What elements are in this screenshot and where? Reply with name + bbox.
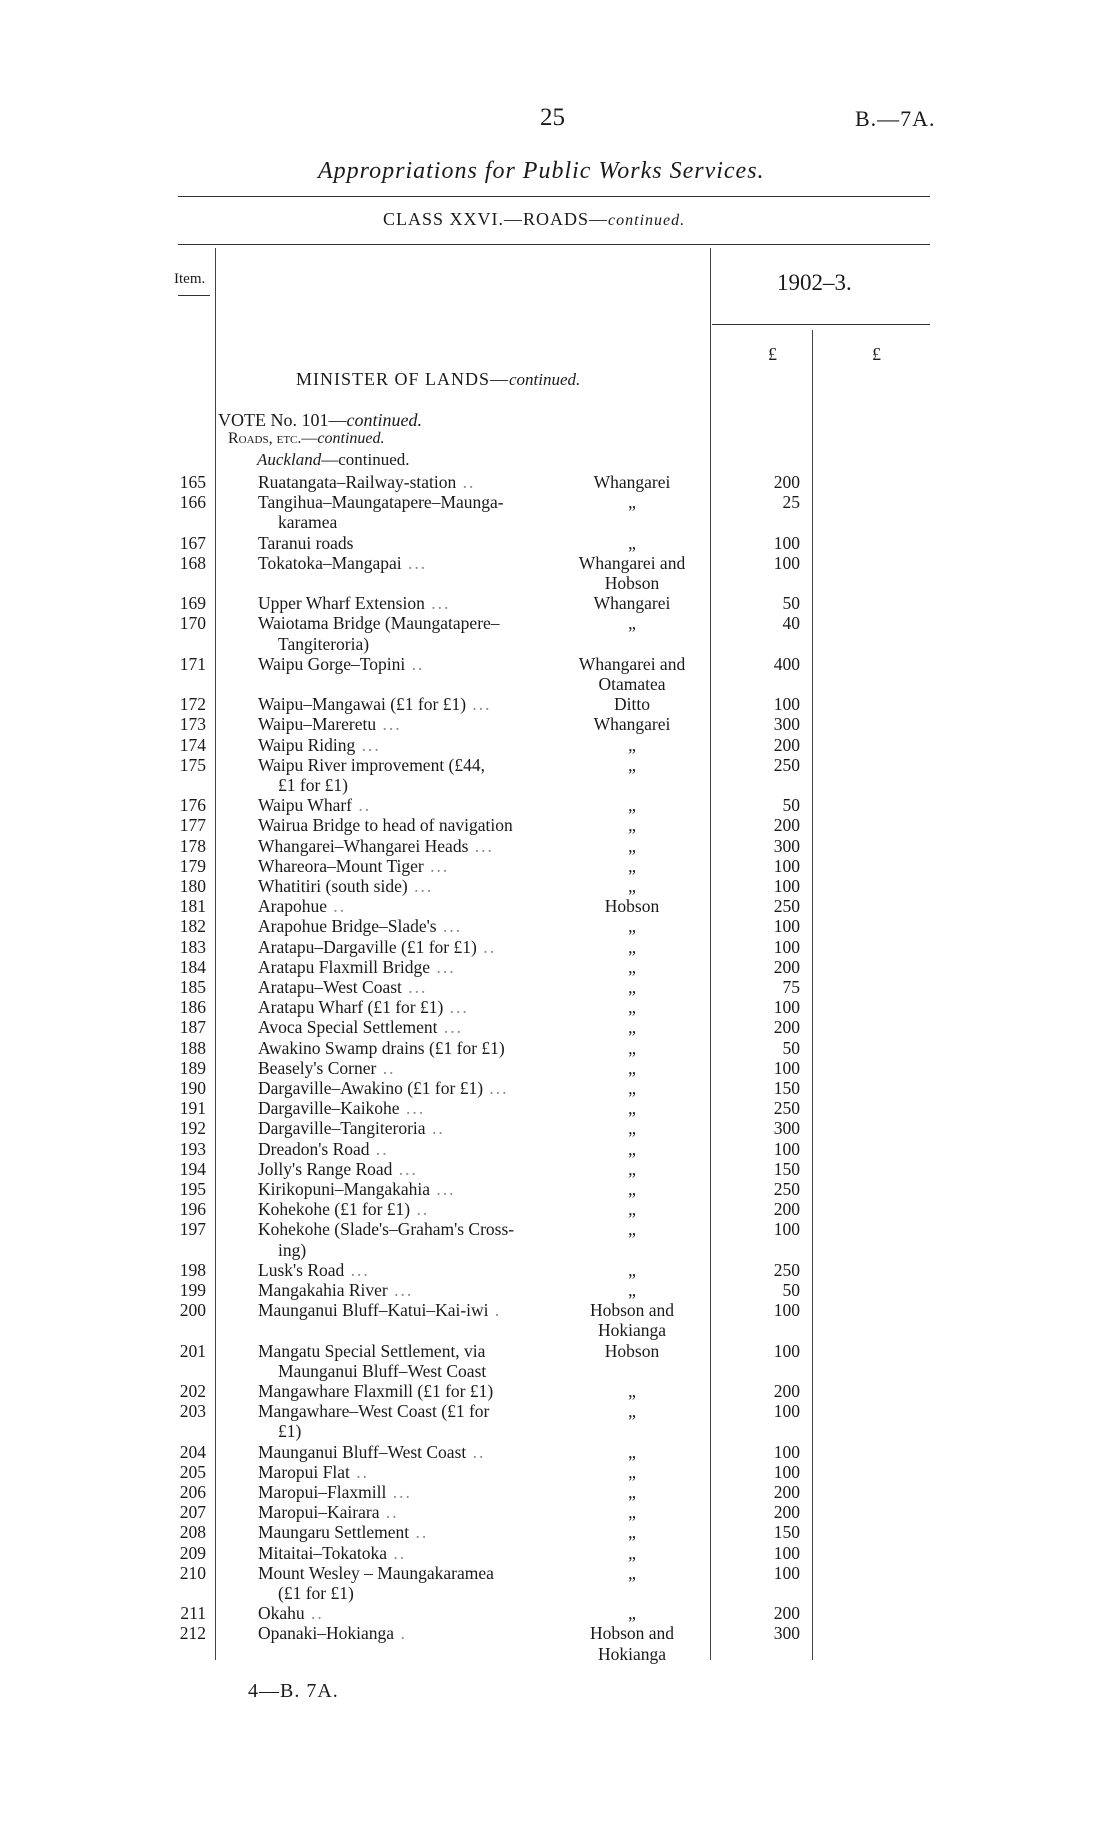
item-description: Mangatu Special Settlement, via (258, 1340, 486, 1361)
item-amount: 100 (773, 694, 800, 715)
item-description: karamea (278, 512, 338, 533)
item-number: 183 (179, 936, 206, 957)
item-district: „ (628, 1381, 636, 1401)
item-number: 184 (179, 956, 206, 977)
item-number: 196 (179, 1199, 206, 1220)
leader-dots: ... (437, 1017, 463, 1038)
item-description: Maropui–Flaxmill ... (258, 1482, 412, 1502)
item-description: Maropui Flat .. (258, 1461, 369, 1482)
item-description: Whatitiri (south side) ... (258, 876, 434, 896)
item-district: „ (628, 1441, 636, 1462)
item-number: 172 (179, 694, 206, 715)
item-description: Tangiteroria) (278, 633, 370, 654)
printer-signature: 4—B. 7A. (248, 1680, 339, 1702)
item-description: Waipu–Mangawai (£1 for £1) ... (258, 694, 492, 715)
item-description: Maropui–Kairara .. (258, 1502, 399, 1523)
minister-heading (296, 369, 580, 390)
vote-text: VOTE No. 101— (218, 410, 347, 430)
item-number: 165 (179, 472, 206, 492)
item-number: 177 (179, 815, 206, 836)
item-description: Aratapu Wharf (£1 for £1) ... (258, 997, 469, 1018)
page-title: Appropriations for Public Works Services. (318, 158, 765, 184)
minister-continued: continued. (509, 370, 581, 389)
item-description: Tangihua–Maungatapere–Maunga- (258, 492, 504, 513)
item-amount: 100 (773, 1057, 800, 1078)
leader-dots: .. (327, 896, 347, 917)
item-number: 210 (179, 1562, 206, 1583)
item-number: 186 (179, 997, 206, 1018)
item-column-divider (215, 248, 216, 1660)
item-number: 205 (179, 1461, 206, 1482)
item-district: „ (628, 1502, 636, 1523)
leader-dots: .. (405, 653, 425, 674)
item-district: „ (628, 1138, 636, 1159)
item-district: Whangarei (593, 472, 671, 492)
item-amount: 50 (782, 1280, 800, 1300)
item-number: 190 (179, 1078, 206, 1098)
district-heading (257, 450, 410, 470)
item-description: Beasely's Corner .. (258, 1057, 396, 1078)
item-description: Arapohue Bridge–Slade's ... (258, 916, 463, 937)
item-district: „ (628, 1017, 636, 1038)
item-description: Dargaville–Kaikohe ... (258, 1098, 426, 1119)
item-description: Dargaville–Awakino (£1 for £1) ... (258, 1078, 509, 1098)
item-description: Aratapu Flaxmill Bridge ... (258, 956, 456, 977)
item-description: Whangarei–Whangarei Heads ... (258, 835, 494, 856)
item-amount: 150 (773, 1522, 800, 1543)
item-district: „ (628, 795, 636, 816)
item-description: Arapohue .. (258, 896, 347, 917)
item-amount: 200 (773, 1199, 800, 1220)
item-column-header: Item. (174, 271, 206, 287)
year-column-header: 1902–3. (777, 270, 852, 295)
item-district: „ (628, 1482, 636, 1502)
district-continued: —continued. (321, 450, 410, 469)
item-description: Avoca Special Settlement ... (258, 1017, 463, 1038)
item-description: Maunganui Bluff–West Coast .. (258, 1441, 486, 1462)
class-title-continued: continued. (608, 212, 686, 229)
item-district: Whangarei and (578, 552, 686, 573)
leader-dots: .. (466, 1441, 486, 1462)
item-description: Waipu River improvement (£44, (258, 754, 486, 775)
item-description: Kirikopuni–Mangakahia ... (258, 1179, 456, 1199)
item-number: 208 (179, 1522, 206, 1543)
item-amount: 100 (773, 936, 800, 957)
item-amount: 50 (782, 795, 800, 816)
item-district: „ (628, 1562, 636, 1583)
district-column-divider (710, 248, 711, 1660)
item-number: 193 (179, 1138, 206, 1159)
item-district: „ (628, 1098, 636, 1119)
item-amount: 250 (773, 1259, 800, 1280)
item-district: „ (628, 492, 636, 513)
item-amount: 50 (782, 1037, 800, 1058)
item-amount: 100 (773, 876, 800, 896)
item-description: £1 for £1) (278, 775, 348, 795)
item-description: Aratapu–Dargaville (£1 for £1) .. (258, 936, 496, 957)
item-number: 212 (179, 1623, 206, 1644)
item-description: £1) (278, 1421, 302, 1442)
item-number: 188 (179, 1037, 206, 1058)
item-district: Hobson (604, 1340, 660, 1361)
item-description: Waiotama Bridge (Maungatapere– (258, 613, 500, 634)
item-district: Whangarei and (578, 653, 686, 674)
item-district: Hobson (604, 573, 660, 593)
amount-column-divider (812, 330, 813, 1660)
item-amount: 200 (773, 1017, 800, 1038)
item-number: 199 (179, 1280, 206, 1300)
item-amount: 300 (773, 1623, 800, 1644)
year-header-rule (712, 324, 930, 325)
item-description: Dreadon's Road .. (258, 1138, 389, 1159)
item-description: Lusk's Road ... (258, 1259, 370, 1280)
item-district: „ (628, 1461, 636, 1482)
leader-dots: ... (423, 855, 450, 876)
item-amount: 100 (773, 916, 800, 937)
item-description: Waipu–Mareretu ... (258, 714, 402, 735)
leader-dots: .. (379, 1502, 399, 1523)
item-district: „ (628, 876, 636, 896)
item-number: 192 (179, 1118, 206, 1139)
item-description: Aratapu–West Coast ... (258, 977, 428, 997)
item-description: Waipu Wharf .. (258, 795, 372, 816)
item-description: Mangawhare Flaxmill (£1 for £1) (258, 1381, 494, 1401)
leader-dots: .. (304, 1603, 324, 1624)
leader-dots: .. (410, 1199, 430, 1220)
item-district: „ (628, 1542, 636, 1563)
leader-dots: ... (399, 1098, 426, 1119)
item-number: 198 (179, 1259, 206, 1280)
item-district: Hokianga (597, 1320, 667, 1341)
roads-continued: continued. (317, 430, 385, 447)
item-number: 169 (179, 593, 206, 614)
item-amount: 400 (773, 653, 800, 674)
item-number: 181 (179, 896, 206, 917)
item-number: 180 (179, 876, 206, 896)
item-district: „ (628, 1118, 636, 1139)
item-description: ing) (278, 1239, 307, 1260)
item-district: „ (628, 1179, 636, 1199)
item-description: Wairua Bridge to head of navigation (258, 815, 513, 836)
item-district: „ (628, 1522, 636, 1543)
item-number: 189 (179, 1057, 206, 1078)
item-number: 197 (179, 1219, 206, 1240)
item-amount: 200 (773, 734, 800, 755)
item-district: „ (628, 1078, 636, 1098)
item-district: „ (628, 997, 636, 1018)
item-description: Dargaville–Tangiteroria .. (258, 1118, 445, 1139)
currency-column-2: £ (872, 344, 881, 364)
item-number: 178 (179, 835, 206, 856)
leader-dots: ... (483, 1078, 509, 1098)
item-district: Hokianga (597, 1643, 667, 1664)
leader-dots: ... (443, 997, 469, 1018)
leader-dots: .. (349, 1461, 369, 1482)
item-number: 185 (179, 977, 206, 997)
minister-text: MINISTER OF LANDS— (296, 369, 510, 389)
item-amount: 150 (773, 1158, 800, 1179)
item-amount: 250 (773, 896, 800, 917)
leader-dots: ... (424, 593, 451, 614)
item-number: 195 (179, 1179, 206, 1199)
leader-dots: .. (352, 795, 372, 816)
item-description: Whareora–Mount Tiger ... (258, 855, 450, 876)
item-amount: 200 (773, 472, 800, 492)
item-amount: 200 (773, 1502, 800, 1523)
item-amount: 200 (773, 815, 800, 836)
item-amount: 100 (773, 997, 800, 1018)
item-description: Maunganui Bluff–Katui–Kai-iwi . (258, 1300, 502, 1321)
item-description: Mitaitai–Tokatoka .. (258, 1542, 407, 1563)
item-district: Otamatea (598, 674, 666, 694)
item-description: Mangawhare–West Coast (£1 for (258, 1401, 490, 1422)
roads-text: Roads, etc.— (228, 430, 318, 447)
item-district: „ (628, 936, 636, 957)
item-number: 167 (179, 532, 206, 553)
item-number: 187 (179, 1017, 206, 1038)
item-description: Waipu Riding ... (258, 734, 381, 755)
item-number: 170 (179, 613, 206, 634)
item-number: 175 (179, 754, 206, 775)
leader-dots: . (394, 1623, 407, 1644)
leader-dots: .. (476, 936, 496, 957)
item-number: 204 (179, 1441, 206, 1462)
item-district: „ (628, 1057, 636, 1078)
item-district: Hobson and (589, 1623, 675, 1644)
item-district: „ (628, 613, 636, 634)
item-amount: 300 (773, 835, 800, 856)
item-number: 200 (179, 1300, 206, 1321)
leader-dots: ... (392, 1158, 418, 1179)
district-name: Auckland (257, 450, 322, 469)
item-amount: 150 (773, 1078, 800, 1098)
vote-continued: continued. (346, 410, 422, 430)
leader-dots: .. (409, 1522, 429, 1543)
item-number: 171 (179, 653, 206, 674)
item-description: Opanaki–Hokianga . (258, 1623, 407, 1644)
item-description: Jolly's Range Road ... (258, 1158, 418, 1179)
item-amount: 100 (773, 1542, 800, 1563)
item-number: 202 (179, 1381, 206, 1401)
item-number: 209 (179, 1542, 206, 1563)
leader-dots: ... (376, 714, 402, 735)
leader-dots: .. (376, 1057, 396, 1078)
leader-dots: .. (387, 1542, 407, 1563)
leader-dots: ... (401, 977, 428, 997)
item-description: Kohekohe (£1 for £1) .. (258, 1199, 430, 1220)
item-amount: 200 (773, 956, 800, 977)
item-amount: 100 (773, 855, 800, 876)
leader-dots: ... (401, 552, 428, 573)
item-description: Okahu .. (258, 1603, 324, 1624)
item-amount: 100 (773, 1401, 800, 1422)
item-number: 176 (179, 795, 206, 816)
item-number: 201 (179, 1340, 206, 1361)
title-rule (178, 196, 930, 197)
leader-dots: .. (425, 1118, 445, 1139)
item-amount: 100 (773, 552, 800, 573)
item-number: 206 (179, 1482, 206, 1502)
item-description: Taranui roads (258, 532, 354, 553)
item-district: „ (628, 734, 636, 755)
item-district: „ (628, 1259, 636, 1280)
item-number: 174 (179, 734, 206, 755)
item-description: Maunganui Bluff–West Coast (278, 1360, 487, 1381)
item-amount: 100 (773, 1340, 800, 1361)
item-district: „ (628, 1158, 636, 1179)
item-district: „ (628, 977, 636, 997)
item-district: Whangarei (593, 593, 671, 614)
item-number: 173 (179, 714, 206, 735)
leader-dots: ... (466, 694, 492, 715)
item-description: Kohekohe (Slade's–Graham's Cross- (258, 1219, 515, 1240)
leader-dots: .. (369, 1138, 389, 1159)
item-number: 182 (179, 916, 206, 937)
leader-dots: ... (387, 1280, 414, 1300)
item-description: Upper Wharf Extension ... (258, 593, 451, 614)
item-district: „ (628, 835, 636, 856)
item-amount: 200 (773, 1603, 800, 1624)
item-district: „ (628, 532, 636, 553)
item-amount: 100 (773, 1461, 800, 1482)
item-description: Tokatoka–Mangapai ... (258, 552, 428, 573)
item-number: 207 (179, 1502, 206, 1523)
item-district: „ (628, 855, 636, 876)
item-amount: 100 (773, 1300, 800, 1321)
item-number: 211 (180, 1603, 206, 1624)
leader-dots: ... (430, 956, 456, 977)
document-reference: B.—7A. (855, 106, 936, 131)
item-description: Waipu Gorge–Topini .. (258, 653, 425, 674)
class-title (383, 209, 685, 230)
leader-dots: ... (407, 876, 434, 896)
item-district: „ (628, 1219, 636, 1240)
item-description: Awakino Swamp drains (£1 for £1) (258, 1037, 505, 1058)
leader-dots: .. (456, 472, 476, 492)
leader-dots: ... (355, 734, 381, 755)
item-amount: 200 (773, 1482, 800, 1502)
item-district: „ (628, 815, 636, 836)
item-amount: 75 (782, 977, 800, 997)
item-district: Ditto (614, 694, 650, 715)
item-amount: 40 (782, 613, 800, 634)
item-district: Whangarei (593, 714, 671, 735)
item-description: (£1 for £1) (278, 1583, 354, 1603)
leader-dots: ... (344, 1259, 370, 1280)
item-number: 191 (179, 1098, 206, 1119)
item-number: 194 (179, 1158, 206, 1179)
item-number: 166 (179, 492, 206, 513)
item-district: „ (628, 1603, 636, 1624)
item-header-rule (178, 295, 210, 296)
item-district: „ (628, 1037, 636, 1058)
item-district: „ (628, 1199, 636, 1220)
item-amount: 250 (773, 1179, 800, 1199)
item-amount: 50 (782, 593, 800, 614)
item-amount: 100 (773, 532, 800, 553)
item-amount: 100 (773, 1219, 800, 1240)
vote-heading (218, 410, 422, 431)
item-district: „ (628, 1401, 636, 1422)
item-amount: 300 (773, 1118, 800, 1139)
item-number: 203 (179, 1401, 206, 1422)
item-district: „ (628, 1280, 636, 1300)
table-top-rule (178, 244, 930, 245)
item-amount: 100 (773, 1441, 800, 1462)
item-district: „ (628, 916, 636, 937)
item-description: Mangakahia River ... (258, 1280, 414, 1300)
item-amount: 250 (773, 1098, 800, 1119)
item-amount: 100 (773, 1562, 800, 1583)
item-district: „ (628, 956, 636, 977)
item-description: Mount Wesley – Maungakaramea (258, 1562, 494, 1583)
class-title-text: CLASS XXVI.—ROADS— (383, 209, 609, 229)
item-description: Maungaru Settlement .. (258, 1522, 429, 1543)
leader-dots: ... (436, 916, 463, 937)
roads-heading (228, 430, 385, 448)
item-number: 168 (179, 552, 206, 573)
leader-dots: . (488, 1300, 502, 1321)
leader-dots: ... (468, 835, 494, 856)
item-district: Hobson and (589, 1300, 675, 1321)
item-amount: 200 (773, 1381, 800, 1401)
page-number: 25 (540, 104, 565, 131)
leader-dots: ... (386, 1482, 412, 1502)
currency-column-1: £ (768, 344, 777, 364)
item-amount: 25 (782, 492, 800, 513)
item-district: „ (628, 754, 636, 775)
item-amount: 250 (773, 754, 800, 775)
item-number: 179 (179, 855, 206, 876)
item-district: Hobson (604, 896, 660, 917)
item-description: Ruatangata–Railway-station .. (258, 472, 476, 492)
leader-dots: ... (430, 1179, 456, 1199)
item-amount: 300 (773, 714, 800, 735)
item-amount: 100 (773, 1138, 800, 1159)
